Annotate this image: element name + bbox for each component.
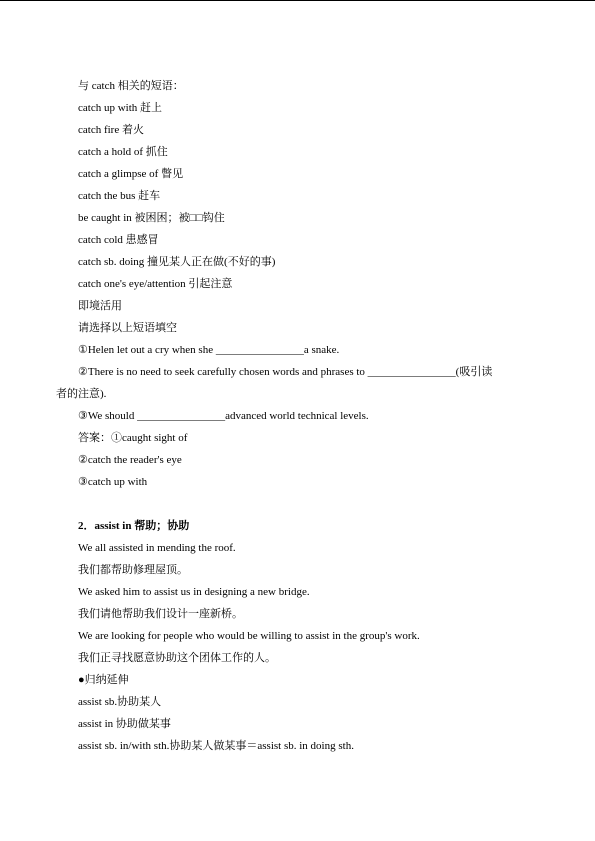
question-2-line-1: ②There is no need to seek carefully chosen words and phrases to ________________(吸引读: [78, 366, 493, 378]
question-2-line-2: 者的注意).: [56, 388, 107, 400]
phrase-item: catch a hold of 抓住: [78, 146, 168, 158]
question-1: ①Helen let out a cry when she ________________a snake.: [78, 344, 340, 356]
example-sentence: We all assisted in mending the roof.: [78, 542, 236, 554]
example-translation: 我们请他帮助我们设计一座新桥。: [78, 608, 243, 620]
question-3: ③We should ________________advanced world technical levels.: [78, 410, 369, 422]
phrase-item: catch sb. doing 撞见某人正在做(不好的事): [78, 256, 276, 268]
section1-heading: 与 catch 相关的短语：: [78, 80, 184, 92]
answer-1: 答案：①caught sight of: [78, 432, 188, 444]
extension-title: ●归纳延伸: [78, 674, 129, 686]
extension-item: assist in 协助做某事: [78, 718, 171, 730]
phrase-item: catch the bus 赶车: [78, 190, 161, 202]
phrase-item: catch fire 着火: [78, 124, 144, 136]
example-translation: 我们正寻找愿意协助这个团体工作的人。: [78, 652, 276, 664]
practice-title: 即境活用: [78, 300, 122, 312]
example-sentence: We asked him to assist us in designing a new bridge.: [78, 586, 310, 598]
answer-3: ③catch up with: [78, 476, 148, 488]
phrase-item: catch a glimpse of 瞥见: [78, 168, 184, 180]
phrase-item: be caught in 被困困；被□□钩住: [78, 212, 225, 224]
phrase-item: catch cold 患感冒: [78, 234, 159, 246]
extension-item: assist sb. in/with sth.协助某人做某事＝assist sb. in doing sth.: [78, 740, 354, 752]
phrase-item: catch one's eye/attention 引起注意: [78, 278, 233, 290]
practice-instruction: 请选择以上短语填空: [78, 322, 177, 334]
extension-item: assist sb.协助某人: [78, 696, 162, 708]
example-sentence: We are looking for people who would be willing to assist in the group's work.: [78, 630, 420, 642]
answer-2: ②catch the reader's eye: [78, 454, 182, 466]
section2-heading: 2．assist in 帮助；协助: [78, 520, 190, 532]
phrase-item: catch up with 赶上: [78, 102, 163, 114]
example-translation: 我们都帮助修理屋顶。: [78, 564, 188, 576]
